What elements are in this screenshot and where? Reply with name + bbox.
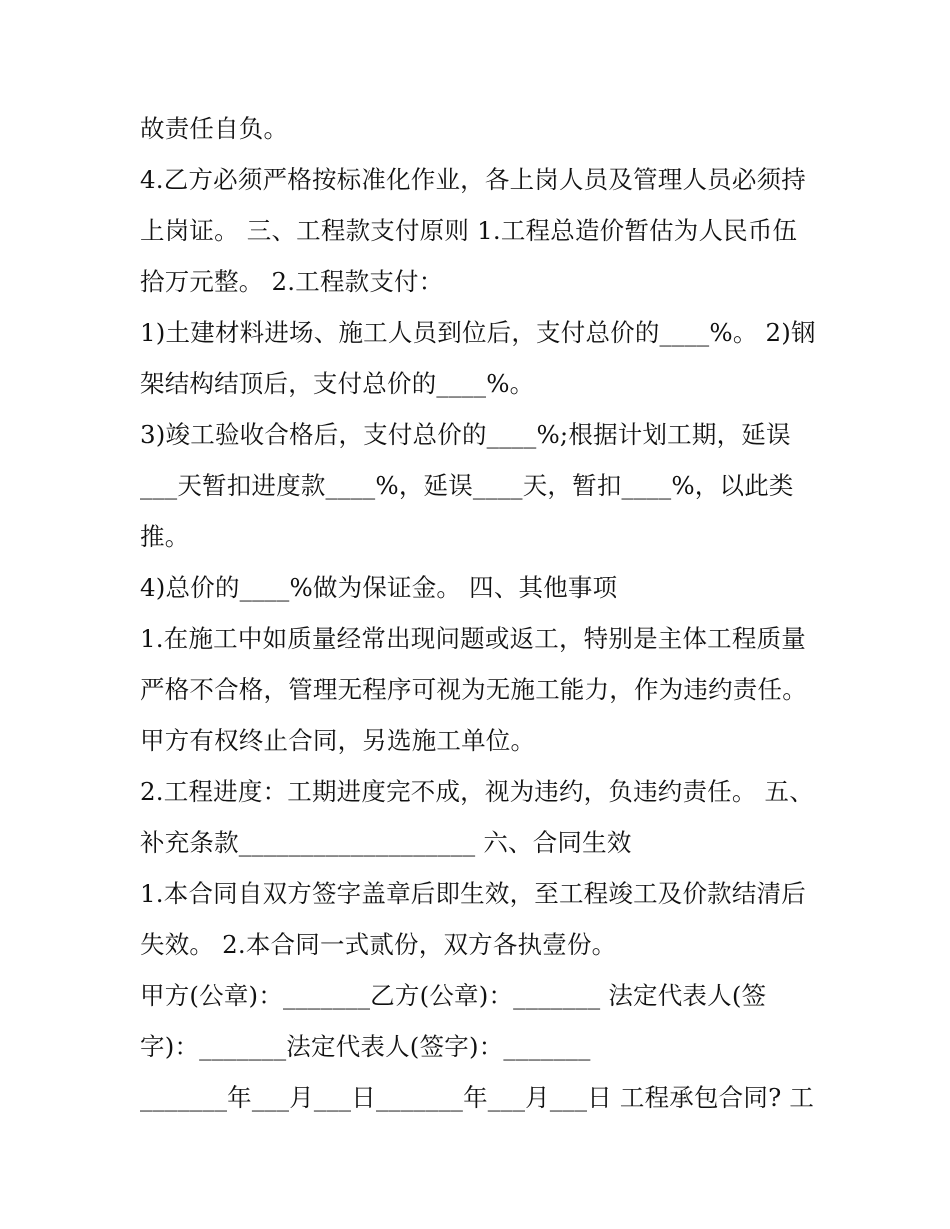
text-line: 1.在施工中如质量经常出现问题或返工，特别是主体工程质量: [140, 624, 806, 653]
text-line: ___天暂扣进度款____%，延误____天，暂扣____%，以此类: [140, 471, 794, 500]
text-line: 1)土建材料进场、施工人员到位后，支付总价的____%。 2)钢: [140, 318, 816, 347]
text-line: 3)竣工验收合格后，支付总价的____%;根据计划工期，延误: [140, 420, 791, 449]
text-line: 补充条款___________________ 六、合同生效: [140, 828, 632, 857]
text-line: 2.工程进度：工期进度完不成，视为违约，负违约责任。 五、: [140, 777, 814, 806]
text-line: 失效。 2.本合同一式贰份，双方各执壹份。: [140, 930, 617, 959]
text-line: 拾万元整。 2.工程款支付：: [140, 267, 444, 296]
text-line: 架结构结顶后，支付总价的____%。: [140, 369, 535, 398]
text-line: 严格不合格，管理无程序可视为无施工能力，作为违约责任。: [140, 675, 807, 704]
text-line: 1.本合同自双方签字盖章后即生效，至工程竣工及价款结清后: [140, 879, 806, 908]
text-line: _______年___月___日_______年___月___日 工程承包合同? 工: [140, 1083, 815, 1112]
text-line: 甲方有权终止合同，另选施工单位。: [140, 726, 536, 755]
text-line: 4)总价的____%做为保证金。 四、其他事项: [140, 573, 618, 602]
text-line: 甲方(公章)：_______乙方(公章)：_______ 法定代表人(签: [140, 981, 767, 1010]
text-line: 4.乙方必须严格按标准化作业，各上岗人员及管理人员必须持: [140, 165, 806, 194]
text-line: 字)：_______法定代表人(签字)：_______: [140, 1032, 591, 1061]
text-line: 故责任自负。: [140, 114, 289, 143]
document-body: [140, 103, 820, 1123]
text-line: 上岗证。 三、工程款支付原则 1.工程总造价暂估为人民币伍: [140, 216, 798, 245]
text-line: 推。: [140, 522, 190, 551]
